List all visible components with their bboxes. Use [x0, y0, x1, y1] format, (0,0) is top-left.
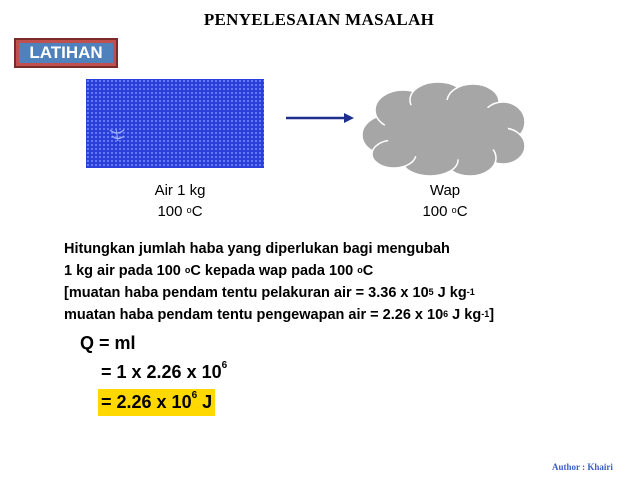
steam-name-label: Wap: [429, 182, 461, 199]
problem-line-4: muatan haba pendam tentu pengewapan air = 2.26 x $10^6$ J $kg^{-1}$]: [64, 307, 495, 323]
steam-label: [380, 180, 510, 222]
arrow-right-icon: [286, 110, 356, 126]
problem-line-2: 1 kg air pada 100 $^o$C kepada wap pada 100 $^o$C: [64, 263, 374, 279]
steam-symbol-icon: [108, 127, 128, 145]
equation-answer: = 2.26 x $10^6$ J: [98, 389, 215, 416]
problem-line-3: [muatan haba pendam tentu pelakuran air = 3.36 x $10^5$ J $kg^{-1}$: [64, 285, 475, 301]
problem-statement: [64, 238, 494, 326]
latihan-badge-label: LATIHAN: [19, 43, 113, 63]
water-temp-label: 100 $^o$C: [157, 203, 203, 220]
water-block: [86, 79, 264, 168]
equation-formula: Q = ml: [80, 333, 136, 353]
cloud-icon: [358, 80, 528, 178]
steam-temp-label: 100 $^o$C: [422, 203, 468, 220]
equation-substitution: = 1 x 2.26 x $10^6$: [101, 360, 228, 382]
water-label: [110, 180, 250, 222]
author-credit: Author : Khairi: [552, 462, 613, 472]
problem-line-1: Hitungkan jumlah haba yang diperlukan bagi mengubah: [64, 241, 450, 257]
water-mass-label: Air 1 kg: [154, 182, 206, 199]
slide-title: PENYELESAIAN MASALAH: [203, 10, 435, 29]
latihan-badge: [14, 38, 118, 68]
